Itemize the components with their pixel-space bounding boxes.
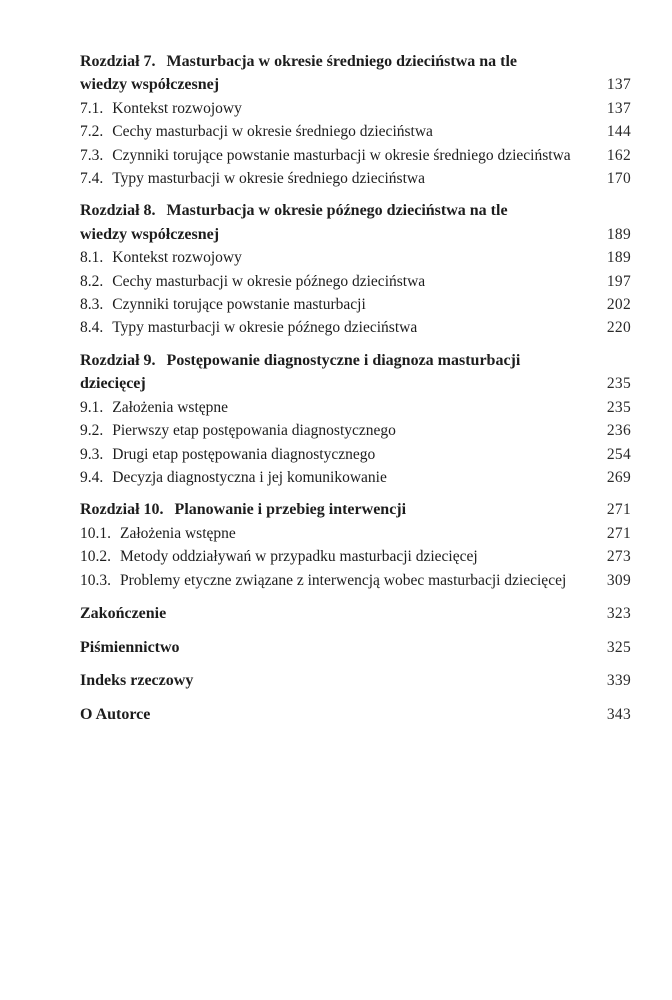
toc-entry-number: 9.2. [80,422,104,440]
toc-entry-8-2 [80,270,631,293]
toc-entry-label: Problemy etyczne związane z interwencją wobec masturbacji dziecięcej [120,571,567,589]
toc-entry-label: Cechy masturbacji w okresie średniego dzieciństwa [112,123,433,141]
toc-entry-text [80,120,607,143]
toc-entry-page: 343 [606,705,631,723]
toc-chapter-8-number: Rozdział 8. [80,202,156,220]
toc-entry-number: 8.4. [80,319,104,337]
toc-chapter-7-number: Rozdział 7. [80,53,156,70]
toc-entry-pismiennictwo [80,636,631,659]
toc-entry-number: 8.2. [80,272,104,290]
toc-entry-8-3 [80,293,631,316]
toc-section-chapter-10 [80,498,631,592]
toc-entry-page: 220 [606,319,631,337]
toc-entry-label: Decyzja diagnostyczna i jej komunikowanie [112,468,387,486]
toc-entry-text [80,316,607,339]
toc-chapter-10-heading [80,498,631,521]
toc-entry-number: 7.1. [80,99,104,117]
toc-entry-label: Drugi etap postępowania diagnostycznego [112,445,376,463]
toc-entry-text [80,522,607,545]
toc-entry-number: 9.1. [80,398,104,416]
toc-entry-o-autorce [80,703,631,726]
toc-section-chapter-8 [80,199,631,339]
toc-entry-page: 189 [606,249,631,267]
toc-entry-9-1 [80,396,631,419]
toc-chapter-7-page: 137 [606,76,631,94]
toc-entry-text [80,97,607,120]
toc-chapter-10-number: Rozdział 10. [80,501,164,519]
toc-entry-7-1 [80,97,631,120]
toc-entry-label: Piśmiennictwo [80,638,180,656]
toc-entry-number: 10.1. [80,524,111,542]
toc-section-chapter-7 [80,50,631,190]
toc-chapter-8-heading [80,199,631,246]
toc-entry-label: Kontekst rozwojowy [112,249,242,267]
toc-chapter-9-number: Rozdział 9. [80,351,156,369]
toc-entry-page: 170 [606,170,631,188]
toc-entry-page: 137 [606,99,631,117]
toc-entry-page: 269 [606,468,631,486]
toc-entry-text [80,396,607,419]
toc-entry-number: 9.4. [80,468,104,486]
toc-entry-page: 236 [606,422,631,440]
toc-entry-label: Cechy masturbacji w okresie późnego dzieciństwa [112,272,426,290]
toc-entry-number: 10.2. [80,548,111,566]
toc-entry-9-3 [80,443,631,466]
toc-chapter-10-heading-text [80,498,566,521]
toc-entry-page: 273 [606,548,631,566]
toc-entry-text [80,144,607,167]
toc-entry-number: 7.3. [80,146,104,164]
toc-entry-label: Założenia wstępne [112,398,229,416]
toc-chapter-9-heading [80,349,631,396]
toc-entry-text [80,466,607,489]
toc-entry-7-4 [80,167,631,190]
toc-entry-page: 325 [606,638,631,656]
toc-entry-text [80,270,607,293]
toc-entry-number: 8.1. [80,249,104,267]
toc-entry-label: Metody oddziaływań w przypadku masturbacji dziecięcej [120,548,478,566]
toc-section-chapter-9 [80,349,631,489]
toc-chapter-9-page: 235 [606,375,631,393]
toc-entry-number: 7.4. [80,170,104,188]
toc-chapter-10-page: 271 [606,501,631,519]
toc-entry-page: 144 [606,123,631,141]
toc-entry-number: 9.3. [80,445,104,463]
toc-entry-label: Zakończenie [80,605,167,623]
toc-entry-number: 10.3. [80,571,111,589]
toc-entry-text [80,293,607,316]
toc-entry-label: Kontekst rozwojowy [112,99,242,117]
toc-entry-10-3 [80,569,631,592]
toc-entry-label: Typy masturbacji w okresie późnego dzieciństwa [112,319,418,337]
toc-entry-page: 323 [606,605,631,623]
toc-entry-indeks-rzeczowy [80,669,631,692]
toc-entry-page: 254 [606,445,631,463]
toc-entry-label: Czynniki torujące powstanie masturbacji [112,296,366,314]
toc-entry-label: Założenia wstępne [120,524,236,542]
toc-chapter-8-heading-text [80,199,566,246]
toc-chapter-9-heading-text [80,349,566,396]
toc-entry-label: Indeks rzeczowy [80,672,194,690]
toc-entry-label: Typy masturbacji w okresie średniego dzieciństwa [112,170,425,188]
toc-entry-page: 197 [606,272,631,290]
toc-backmatter [80,602,631,726]
toc-entry-text [80,419,607,442]
toc-entry-9-4 [80,466,631,489]
toc-entry-page: 202 [606,296,631,314]
toc-chapter-9-title: Postępowanie diagnostyczne i diagnoza masturbacji dziecięcej [80,351,521,393]
toc-entry-number: 8.3. [80,296,104,314]
toc-chapter-8-page: 189 [606,225,631,243]
toc-entry-10-1 [80,522,631,545]
toc-entry-number: 7.2. [80,123,104,141]
toc-entry-page: 162 [606,146,631,164]
toc-chapter-10-title: Planowanie i przebieg interwencji [174,501,407,519]
toc-entry-page: 271 [606,524,631,542]
toc-entry-9-2 [80,419,631,442]
toc-entry-8-4 [80,316,631,339]
toc-entry-page: 235 [606,398,631,416]
toc-entry-text [80,443,607,466]
toc-chapter-7-heading-text [80,50,566,97]
toc-entry-text [80,545,607,568]
toc-entry-7-3 [80,144,631,167]
toc-chapter-7-title: Masturbacja w okresie średniego dzieciństwa na tle wiedzy współczesnej [80,53,518,94]
toc-entry-8-1 [80,246,631,269]
toc-chapter-7-heading [80,50,631,97]
toc-entry-zakonczenie [80,602,631,625]
toc-entry-label: Pierwszy etap postępowania diagnostycznego [112,422,396,440]
toc-entry-10-2 [80,545,631,568]
toc-entry-label: Czynniki torujące powstanie masturbacji w okresie średniego dzieciństwa [112,146,571,164]
toc-entry-page: 309 [606,571,631,589]
toc-entry-text [80,569,607,592]
toc-entry-text [80,246,607,269]
toc-entry-7-2 [80,120,631,143]
toc-entry-page: 339 [606,672,631,690]
toc-entry-text [80,167,607,190]
toc-entry-label: O Autorce [80,705,151,723]
toc-chapter-8-title: Masturbacja w okresie późnego dzieciństwa na tle wiedzy współczesnej [80,202,508,243]
